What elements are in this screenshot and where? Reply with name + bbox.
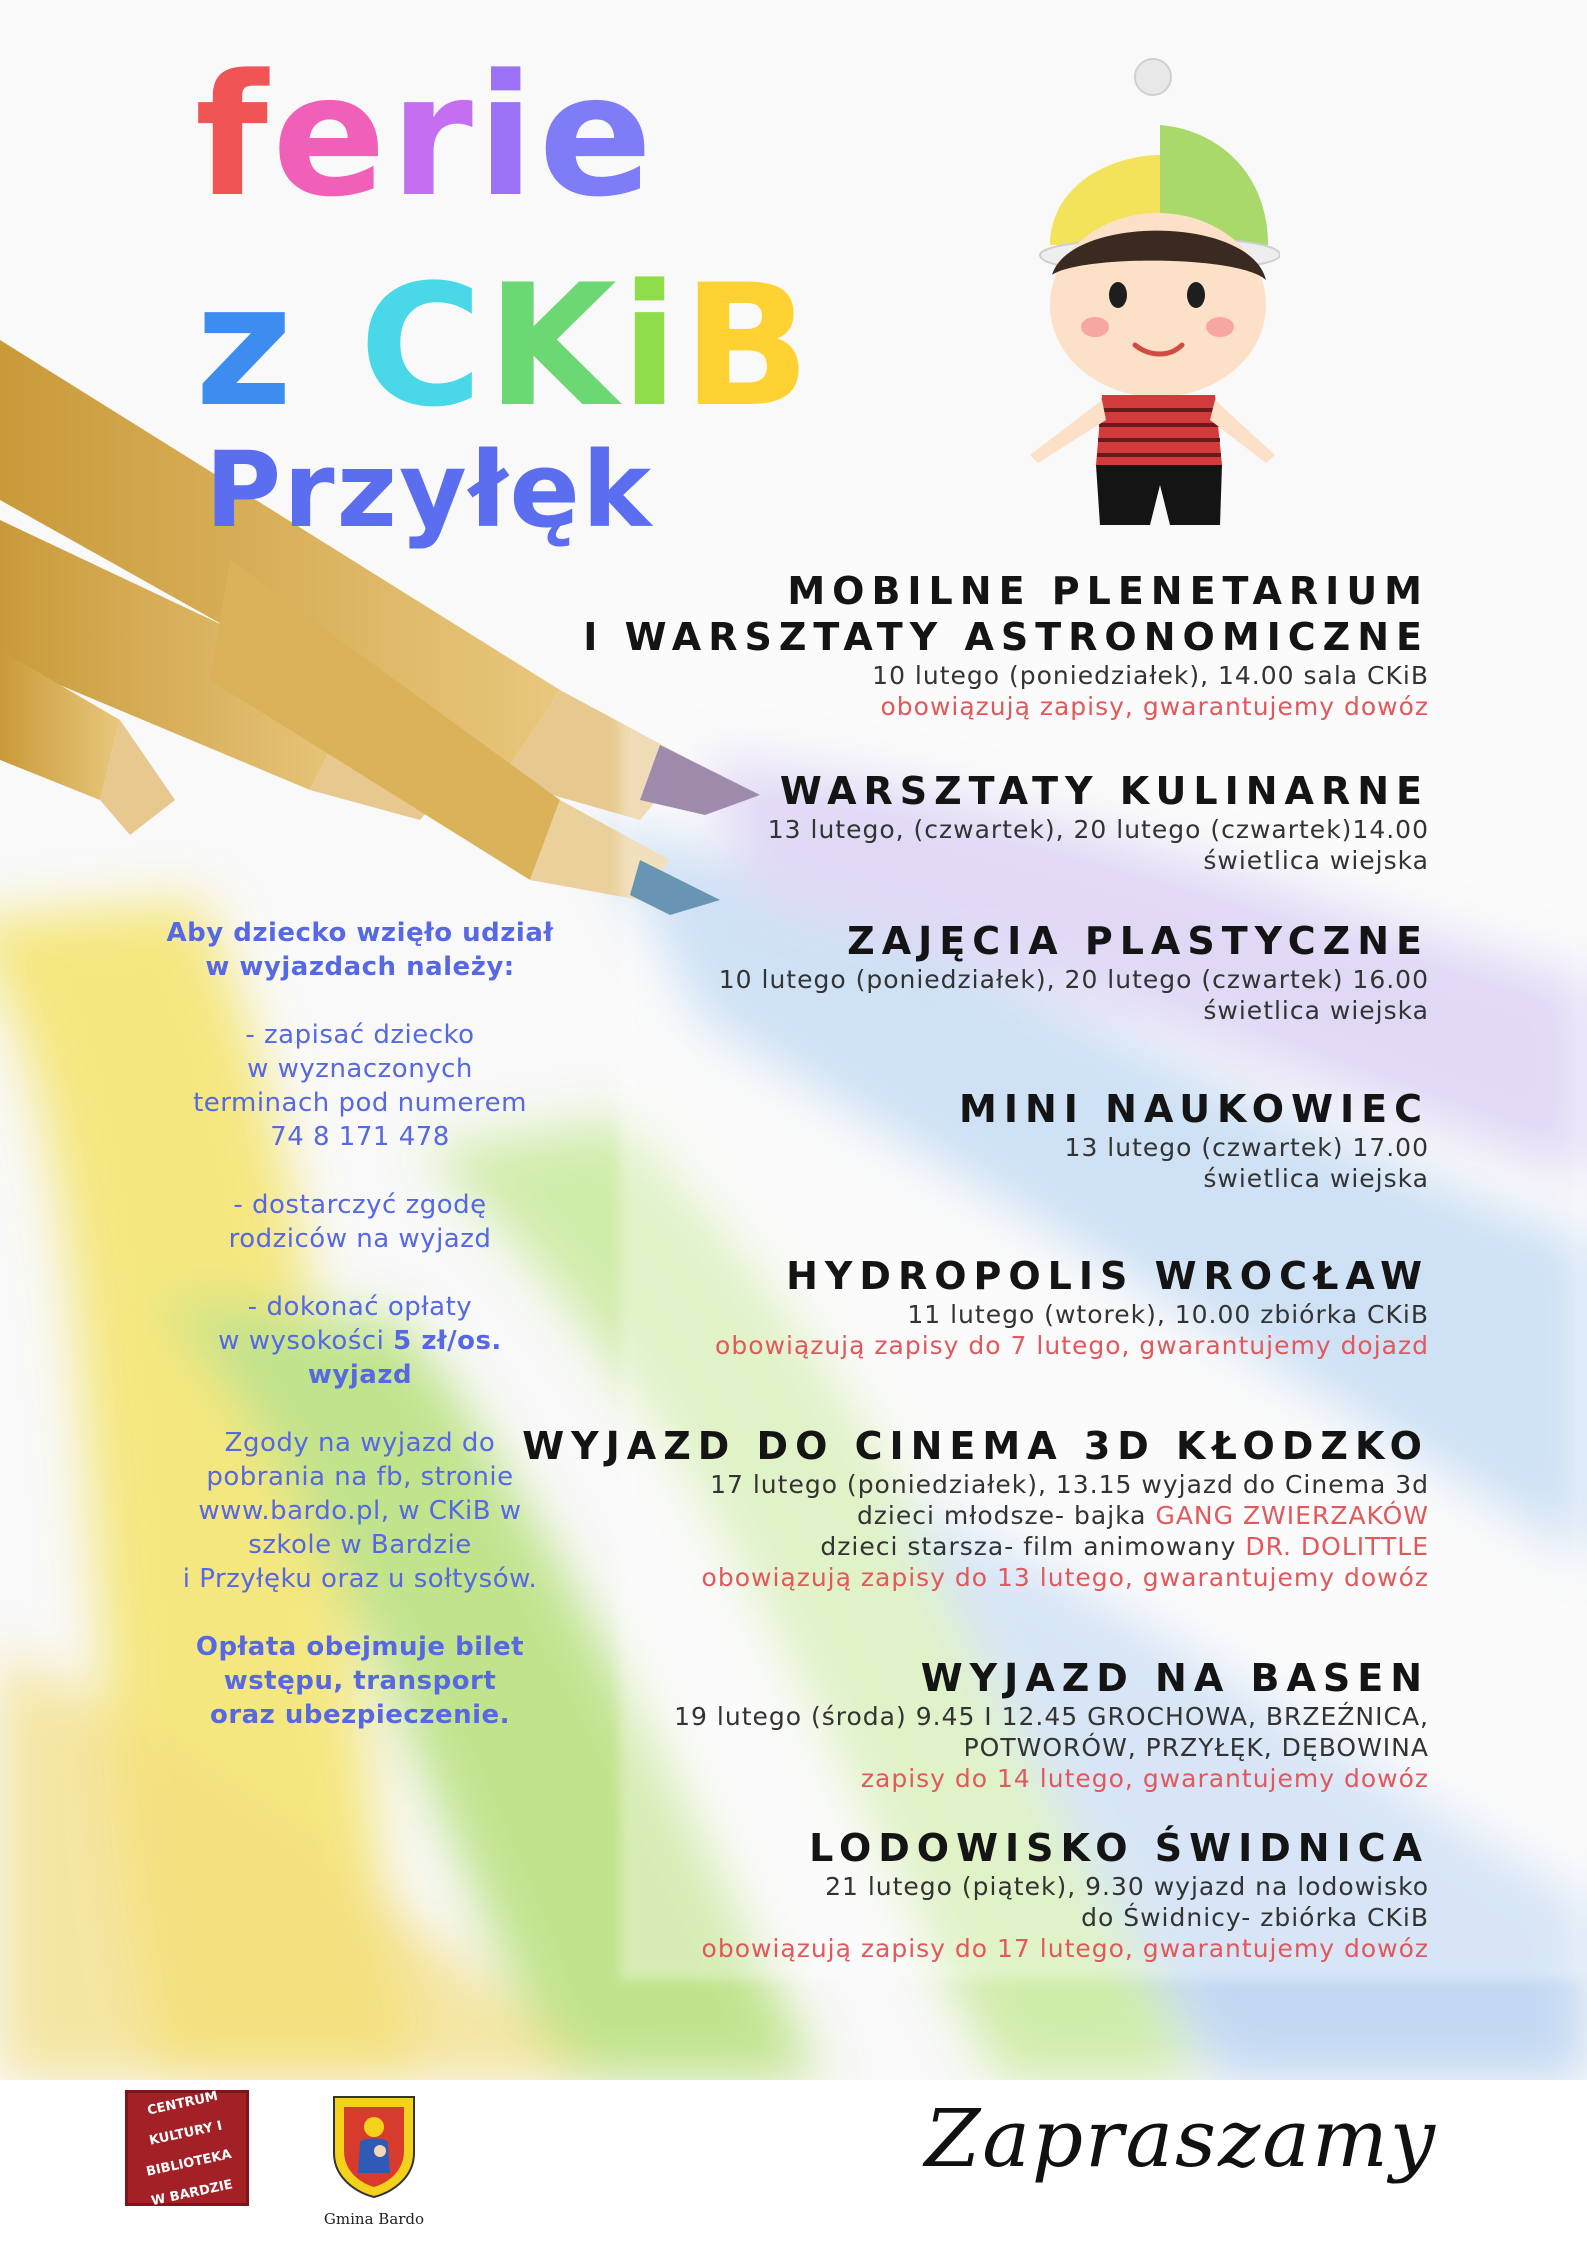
event-title: WYJAZD DO CINEMA 3D KŁODZKO [522,1424,1429,1468]
event-detail: świetlica wiejska [1203,846,1429,875]
event-detail: do Świdnicy- zbiórka CKiB [1081,1903,1429,1932]
event-detail: świetlica wiejska [1203,1164,1429,1193]
gmina-bardo-label: Gmina Bardo [323,2210,425,2228]
event-title: HYDROPOLIS WROCŁAW [786,1254,1429,1298]
event-title: MINI NAUKOWIEC [959,1087,1429,1131]
event-detail: 17 lutego (poniedziałek), 13.15 wyjazd do Cinema 3d [710,1470,1429,1499]
event-item [429,1825,1429,1964]
boy-mascot-illustration [1010,55,1280,525]
event-title: ZAJĘCIA PLASTYCZNE [847,919,1429,963]
title-letter: K [486,248,621,444]
title-letter: e [272,38,391,234]
event-registration-note: obowiązują zapisy, gwarantujemy dowóz [880,692,1429,721]
instructions-step-payment: - dokonać opłaty w wysokości 5 zł/os. wyjazd [218,1292,502,1390]
fee-amount: 5 zł/os. [393,1326,502,1356]
title-letter: z [195,248,297,444]
event-title: WYJAZD NA BASEN [920,1656,1429,1700]
event-title: MOBILNE PLENETARIUM [787,569,1429,613]
phone-number: 74 8 171 478 [270,1122,450,1152]
event-detail: 19 lutego (środa) 9.45 I 12.45 GROCHOWA, BRZEŹNICA, [674,1702,1429,1731]
gmina-bardo-crest-icon [330,2093,418,2199]
title-ferie [195,38,657,234]
event-detail: POTWORÓW, PRZYŁĘK, DĘBOWINA [963,1733,1429,1762]
closing-invitation: Zapraszamy [924,2092,1437,2185]
event-title: WARSZTATY KULINARNE [779,769,1429,813]
movie-title: DR. DOLITTLE [1245,1532,1429,1561]
event-item [429,768,1429,876]
event-detail: świetlica wiejska [1203,996,1429,1025]
event-detail: 10 lutego (poniedziałek), 20 lutego (czwartek) 16.00 [718,965,1429,994]
title-letter: r [390,38,477,234]
title-letter: i [476,38,539,234]
title-letter: C [359,248,487,444]
title-letter: f [195,38,273,234]
event-registration-note: zapisy do 14 lutego, gwarantujemy dowóz [860,1764,1429,1793]
event-detail: 13 lutego (czwartek) 17.00 [1064,1133,1429,1162]
movie-title: GANG ZWIERZAKÓW [1155,1501,1429,1530]
instructions-intro: Aby dziecko wzięło udział w wyjazdach należy: [166,918,554,982]
trip-instructions [135,916,585,1766]
title-z-ckib [195,248,815,444]
instructions-step-consent: - dostarczyć zgodę rodziców na wyjazd [228,1190,492,1254]
title-letter [297,262,360,430]
title-letter: B [682,248,815,444]
instructions-fee-includes: Opłata obejmuje bilet wstępu, transport oraz ubezpieczenie. [195,1632,525,1730]
instructions-consent-download: Zgody na wyjazd do pobrania na fb, stronie www.bardo.pl, w CKiB w szkole w Bardzie i Przyłęku oraz u sołtysów. [182,1428,538,1594]
event-registration-note: obowiązują zapisy do 7 lutego, gwarantujemy dojazd [715,1331,1429,1360]
event-title: I WARSZTATY ASTRONOMICZNE [583,615,1429,659]
instructions-step-register: - zapisać dziecko w wyznaczonych terminach pod numerem 74 8 171 478 [193,1020,527,1152]
title-village: Przyłęk [205,429,654,551]
event-title: LODOWISKO ŚWIDNICA [809,1826,1429,1870]
event-detail: dzieci młodsze- bajka GANG ZWIERZAKÓW [856,1501,1429,1530]
title-letter: e [538,38,657,234]
event-registration-note: obowiązują zapisy do 13 lutego, gwarantujemy dowóz [701,1563,1429,1592]
event-detail: dzieci starsza- film animowany DR. DOLITTLE [820,1532,1429,1561]
event-detail: 21 lutego (piątek), 9.30 wyjazd na lodowisko [825,1872,1429,1901]
title-letter: i [620,248,683,444]
event-registration-note: obowiązują zapisy do 17 lutego, gwarantujemy dowóz [701,1934,1429,1963]
ckib-logo: CENTRUM KULTURY I BIBLIOTEKA W BARDZIE [125,2090,249,2206]
event-item [429,568,1429,722]
event-detail: 13 lutego, (czwartek), 20 lutego (czwartek)14.00 [767,815,1429,844]
event-detail: 11 lutego (wtorek), 10.00 zbiórka CKiB [907,1300,1429,1329]
event-detail: 10 lutego (poniedziałek), 14.00 sala CKiB [872,661,1429,690]
